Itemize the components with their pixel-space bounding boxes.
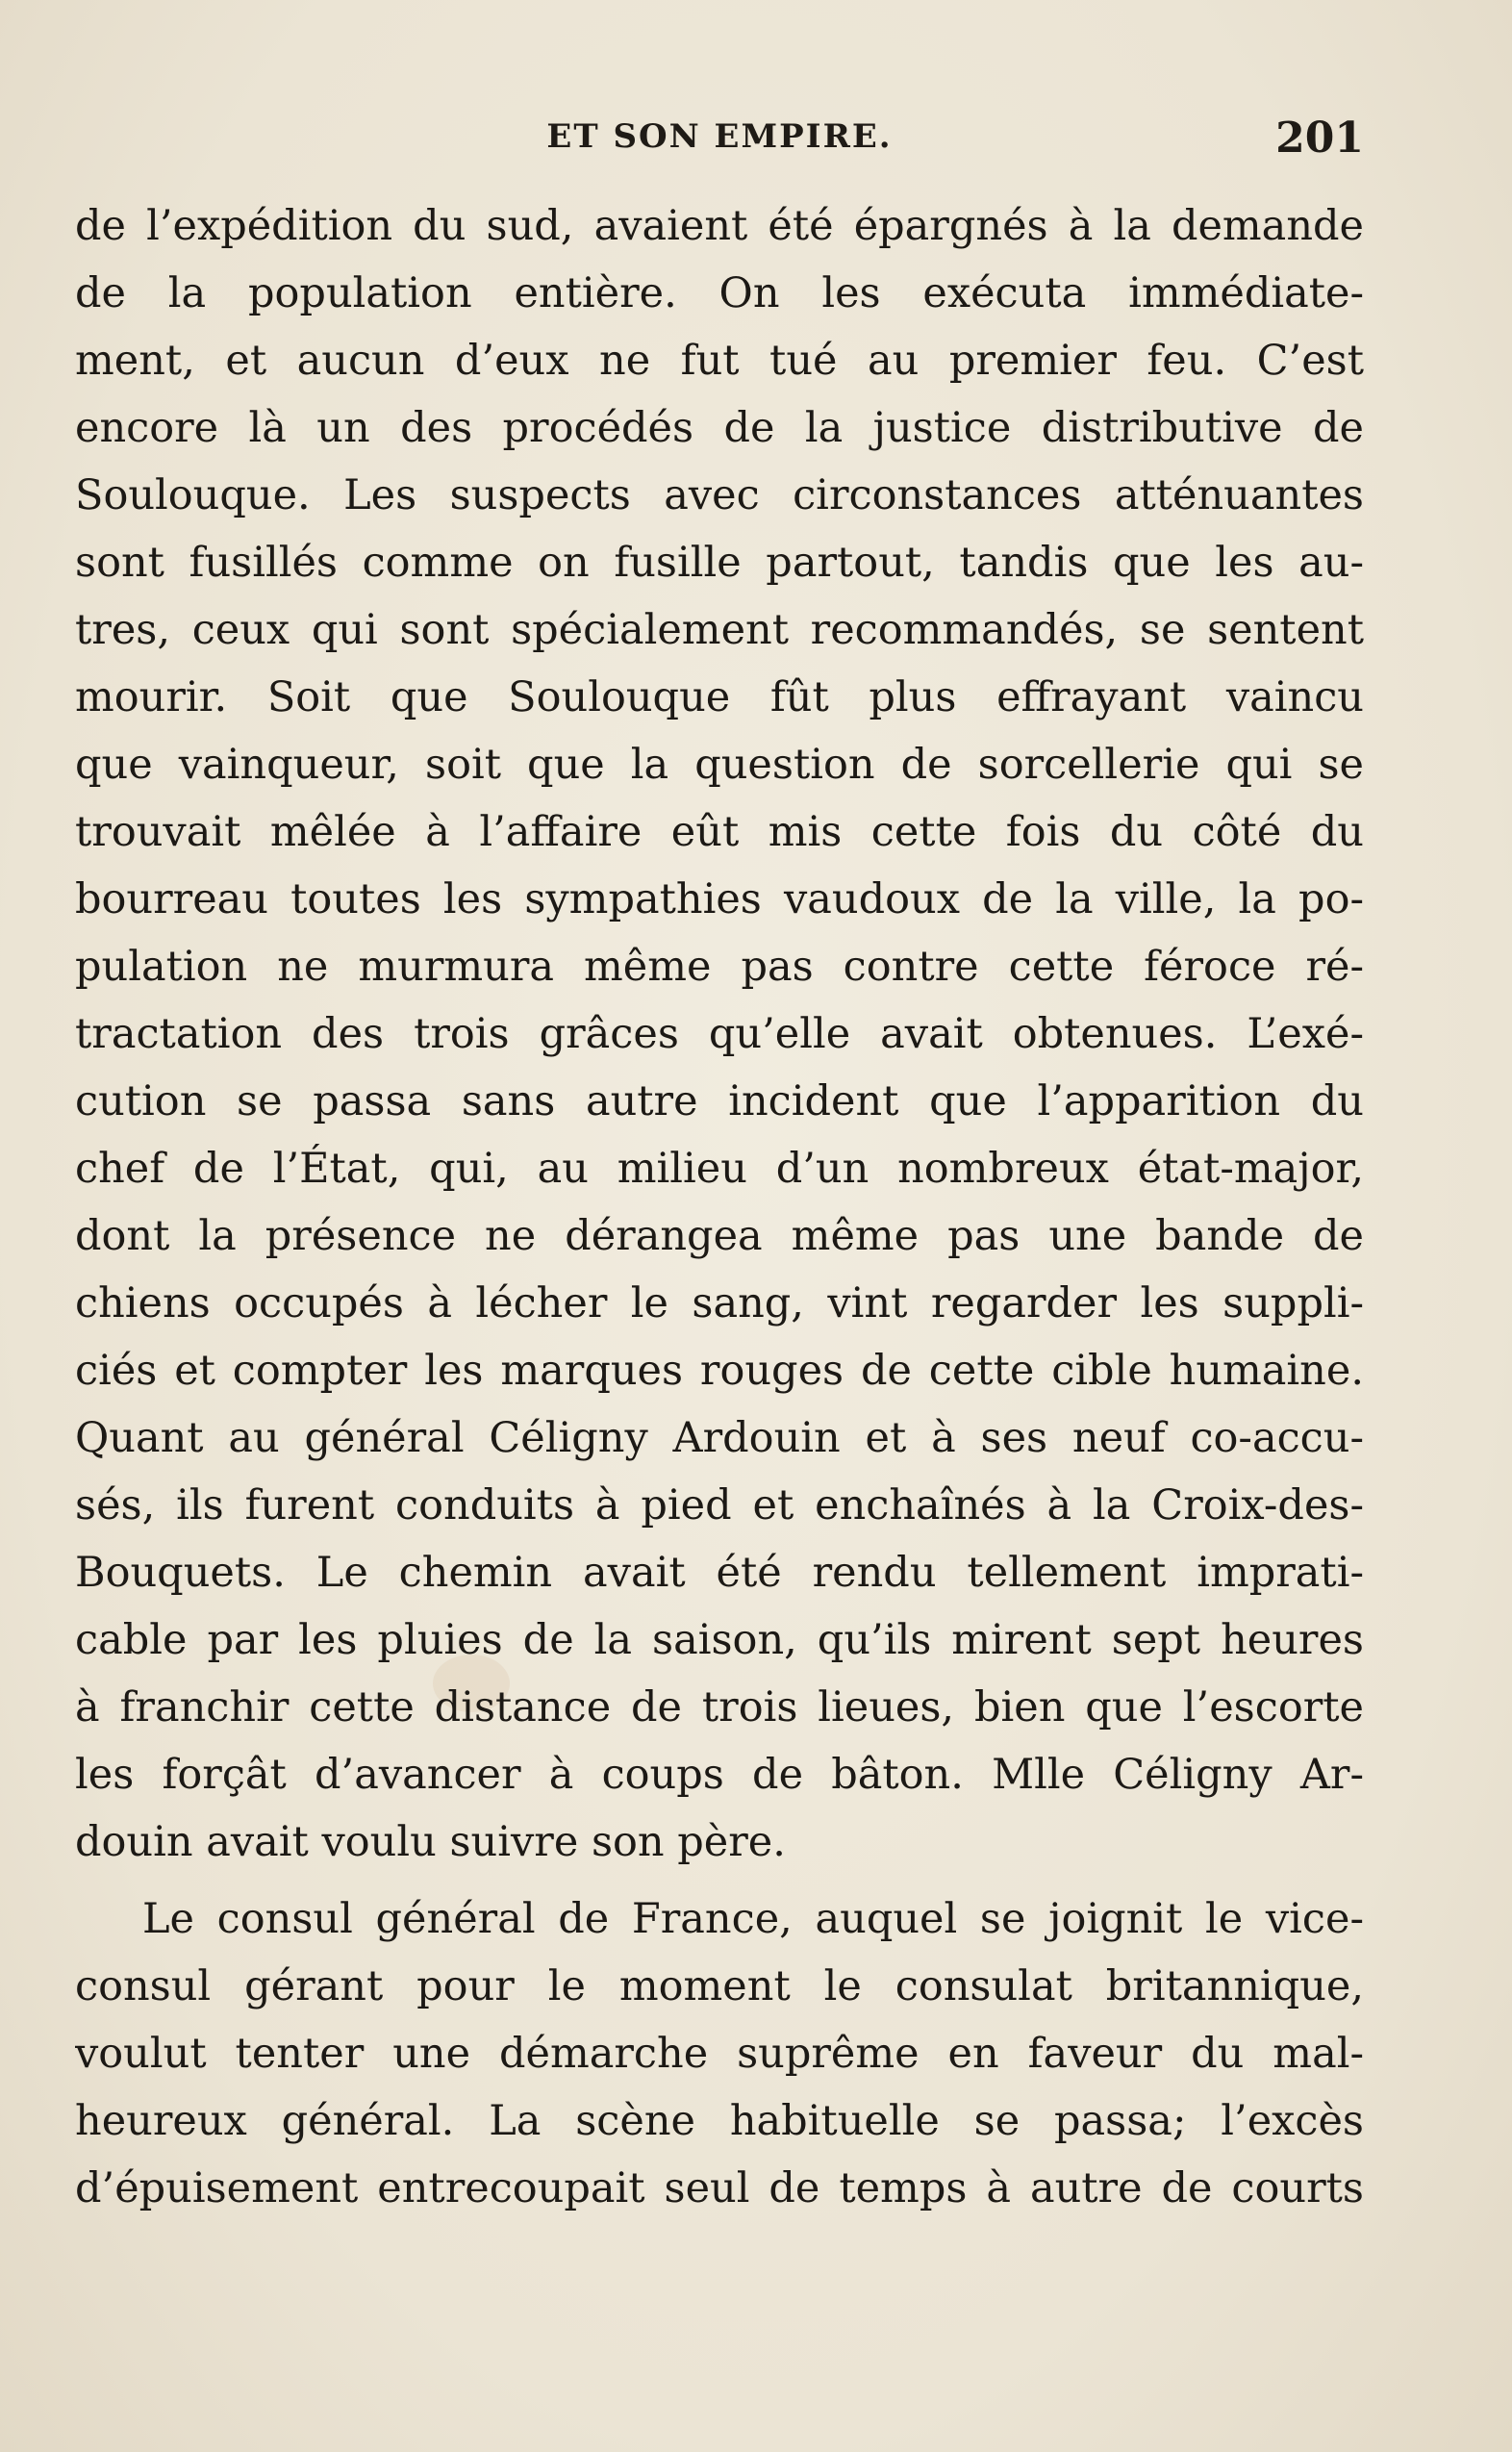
text-line: Quant au général Céligny Ardouin et à ses neuf co-accu- bbox=[75, 1414, 1364, 1462]
text-line: de l’expédition du sud, avaient été épargnés à la demande bbox=[75, 202, 1364, 250]
text-line: de la population entière. On les exécuta immédiate- bbox=[75, 269, 1364, 317]
page-header bbox=[75, 114, 1364, 175]
text-line: tractation des trois grâces qu’elle avait obtenues. L’exé- bbox=[75, 1010, 1364, 1058]
page-number: 201 bbox=[1275, 114, 1364, 163]
text-line: ment, et aucun d’eux ne fut tué au premier feu. C’est bbox=[75, 337, 1364, 385]
paragraph-1 bbox=[75, 192, 1364, 1876]
text-line: mourir. Soit que Soulouque fût plus effrayant vaincu bbox=[75, 673, 1364, 721]
text-line: à franchir cette distance de trois lieues, bien que l’escorte bbox=[75, 1683, 1364, 1732]
text-line: ciés et compter les marques rouges de cette cible humaine. bbox=[75, 1347, 1364, 1395]
text-line: cution se passa sans autre incident que l’apparition du bbox=[75, 1077, 1364, 1125]
text-line: dont la présence ne dérangea même pas une bande de bbox=[75, 1212, 1364, 1260]
text-line: les forçât d’avancer à coups de bâton. Mlle Céligny Ar- bbox=[75, 1751, 1364, 1799]
running-title: ET SON EMPIRE. bbox=[546, 117, 893, 156]
paragraph-gap bbox=[75, 1876, 1364, 1885]
text-line: cable par les pluies de la saison, qu’ils mirent sept heures bbox=[75, 1616, 1364, 1664]
body-text bbox=[75, 192, 1364, 2222]
text-line: sont fusillés comme on fusille partout, tandis que les au- bbox=[75, 539, 1364, 587]
text-line: consul gérant pour le moment le consulat britannique, bbox=[75, 1962, 1364, 2010]
text-line: trouvait mêlée à l’affaire eût mis cette fois du côté du bbox=[75, 808, 1364, 856]
text-line: tres, ceux qui sont spécialement recommandés, se sentent bbox=[75, 606, 1364, 654]
text-line: d’épuisement entrecoupait seul de temps à autre de courts bbox=[75, 2164, 1364, 2212]
text-line: chef de l’État, qui, au milieu d’un nombreux état-major, bbox=[75, 1145, 1364, 1193]
text-line: voulut tenter une démarche suprême en faveur du mal- bbox=[75, 2030, 1364, 2078]
text-line: que vainqueur, soit que la question de sorcellerie qui se bbox=[75, 741, 1364, 789]
text-line: Soulouque. Les suspects avec circonstances atténuantes bbox=[75, 471, 1364, 519]
text-line: Le consul général de France, auquel se joignit le vice- bbox=[142, 1895, 1364, 1943]
text-line: Bouquets. Le chemin avait été rendu tellement imprati- bbox=[75, 1549, 1364, 1597]
text-line: bourreau toutes les sympathies vaudoux de la ville, la po- bbox=[75, 875, 1364, 923]
text-line: chiens occupés à lécher le sang, vint regarder les suppli- bbox=[75, 1279, 1364, 1327]
paragraph-2 bbox=[75, 1885, 1364, 2222]
text-line: pulation ne murmura même pas contre cette féroce ré- bbox=[75, 943, 1364, 991]
text-line: sés, ils furent conduits à pied et enchaînés à la Croix-des- bbox=[75, 1481, 1364, 1529]
text-line: douin avait voulu suivre son père. bbox=[75, 1818, 786, 1866]
text-line: encore là un des procédés de la justice distributive de bbox=[75, 404, 1364, 452]
text-line: heureux général. La scène habituelle se passa; l’excès bbox=[75, 2097, 1364, 2145]
